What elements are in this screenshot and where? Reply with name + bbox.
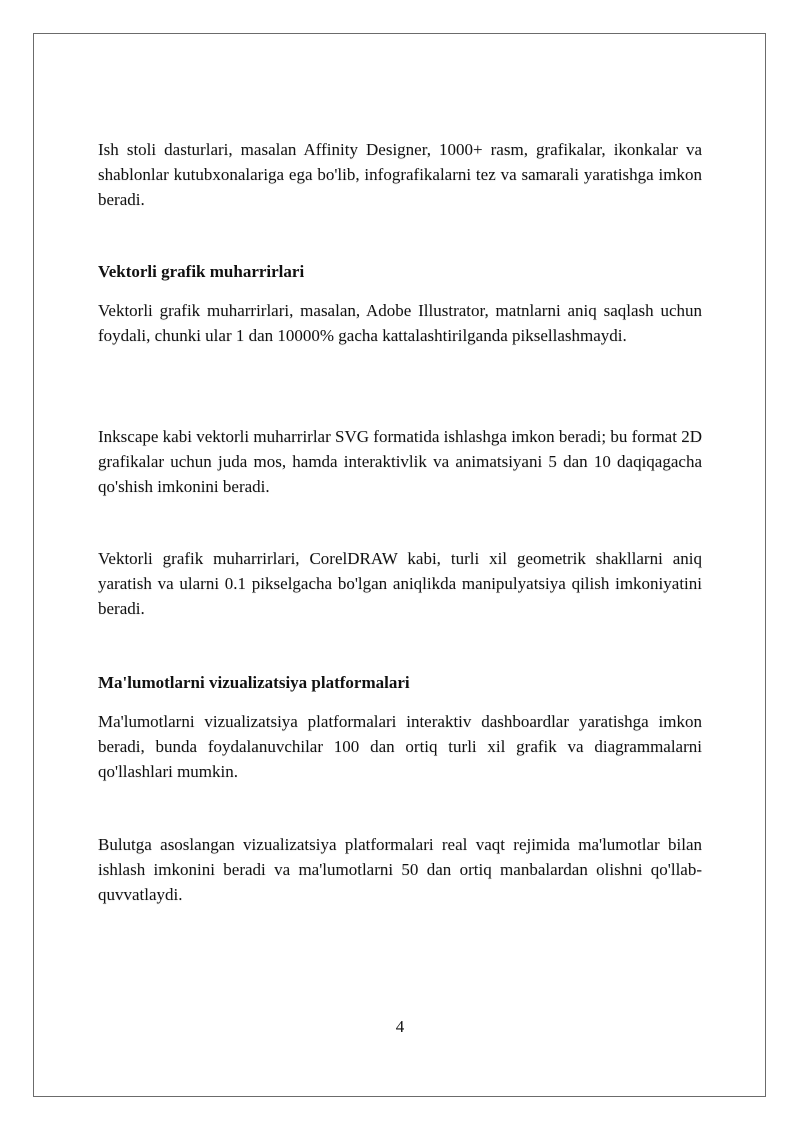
paragraph-inkscape: Inkscape kabi vektorli muharrirlar SVG formatida ishlashga imkon beradi; bu format 2D grafikalar uchun juda mos, hamda interaktivlik va animatsiyani 5 dan 10 daqiqagacha qo'shish imkonini beradi. <box>98 427 702 496</box>
paragraph-desktop-software: Ish stoli dasturlari, masalan Affinity Designer, 1000+ rasm, grafikalar, ikonkalar va shablonlar kutubxonalariga ega bo'lib, infografikalarni tez va samarali yaratishga imkon beradi. <box>98 140 702 209</box>
heading-visualization-platforms: Ma'lumotlarni vizualizatsiya platformalari <box>98 673 410 692</box>
paragraph-coreldraw: Vektorli grafik muharrirlari, CorelDRAW kabi, turli xil geometrik shakllarni aniq yaratish va ularni 0.1 pikselgacha bo'lgan aniqlikda manipulyatsiya qilish imkoniyatini beradi. <box>98 549 702 618</box>
paragraph-interactive-dashboards: Ma'lumotlarni vizualizatsiya platformalari interaktiv dashboardlar yaratishga imkon beradi, bunda foydalanuvchilar 100 dan ortiq turli xil grafik va diagrammalarni qo'llashlari mumkin. <box>98 712 702 781</box>
heading-vector-editors: Vektorli grafik muharrirlari <box>98 262 305 281</box>
page-number: 4 <box>395 1017 405 1036</box>
paragraph-cloud-platforms: Bulutga asoslangan vizualizatsiya platformalari real vaqt rejimida ma'lumotlar bilan ishlash imkonini beradi va ma'lumotlarni 50 dan ortiq manbalardan olishni qo'llab-quvvatlaydi. <box>98 835 702 904</box>
paragraph-adobe-illustrator: Vektorli grafik muharrirlari, masalan, Adobe Illustrator, matnlarni aniq saqlash uchun foydali, chunki ular 1 dan 10000% gacha kattalashtirilganda piksellashmaydi. <box>98 301 702 345</box>
